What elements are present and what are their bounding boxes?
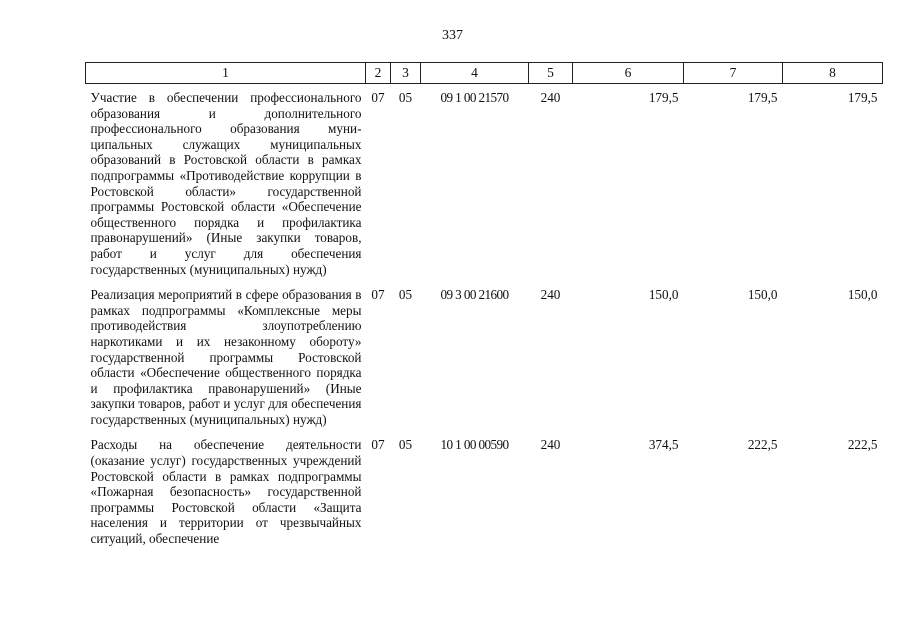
col-header-8: 8 xyxy=(783,63,883,84)
col-header-3: 3 xyxy=(391,63,421,84)
row-amount-col8: 222,5 xyxy=(847,437,878,453)
row-amount-col7: 222,5 xyxy=(747,437,778,453)
row-target-code: 09 1 00 21570 xyxy=(440,90,509,105)
col-header-4: 4 xyxy=(421,63,529,84)
col-header-7: 7 xyxy=(684,63,783,84)
budget-table xyxy=(85,62,883,551)
table-row xyxy=(86,431,883,550)
row-section: 07 xyxy=(371,437,385,453)
header-row xyxy=(86,63,883,84)
row-expense-type: 240 xyxy=(540,90,561,105)
row-amount-col8: 150,0 xyxy=(847,287,878,303)
table-row xyxy=(86,281,883,431)
page-number: 337 xyxy=(442,28,463,43)
table-row xyxy=(86,84,883,282)
row-expense-type: 240 xyxy=(540,287,561,303)
col-header-1: 1 xyxy=(86,63,366,84)
row-subsection: 05 xyxy=(398,287,413,303)
row-amount-col7: 179,5 xyxy=(747,90,778,105)
row-description: Участие в обеспечении профессионального образования и дополнительного профессионального образования муниципальных служащих муниципальных образований в Ростовской области в рамках подпрограммы «Противодействие коррупции в Ростовской области» государственной программы Ростовской области «Обеспечение общественного порядка и профилактика правонарушений» (Иные закупки товаров, работ и услуг для обеспечения государственных (муниципальных) нужд) xyxy=(90,90,362,277)
row-description: Реализация мероприятий в сфере образования в рамках подпрограммы «Комплексные меры противодействия злоупотреблению наркотиками и их незаконному обороту» государственной программы Ростовской области «Обеспечение общественного порядка и профилактика правонарушений» (Иные закупки товаров, работ и услуг для обеспечения государственных (муниципальных) нужд) xyxy=(90,287,362,427)
col-header-6: 6 xyxy=(573,63,684,84)
row-description: Расходы на обеспечение деятельности (оказание услуг) государственных учреждений Ростовской области в рамках подпрограммы «Пожарная безопасность» государственной программы Ростовской области «Защита населения и территории от чрезвычайных ситуаций, обеспечение xyxy=(90,437,362,547)
row-target-code: 10 1 00 00590 xyxy=(440,437,509,453)
row-target-code: 09 3 00 21600 xyxy=(440,287,509,303)
row-amount-col8: 179,5 xyxy=(847,90,878,105)
col-header-2: 2 xyxy=(366,63,391,84)
row-amount-col6: 179,5 xyxy=(648,90,679,105)
row-section: 07 xyxy=(371,90,385,105)
row-amount-col6: 374,5 xyxy=(648,437,679,453)
row-subsection: 05 xyxy=(398,437,413,453)
row-expense-type: 240 xyxy=(540,437,561,453)
col-header-5: 5 xyxy=(529,63,573,84)
row-subsection: 05 xyxy=(398,90,413,105)
row-section: 07 xyxy=(371,287,385,303)
row-amount-col6: 150,0 xyxy=(648,287,679,303)
row-amount-col7: 150,0 xyxy=(747,287,778,303)
